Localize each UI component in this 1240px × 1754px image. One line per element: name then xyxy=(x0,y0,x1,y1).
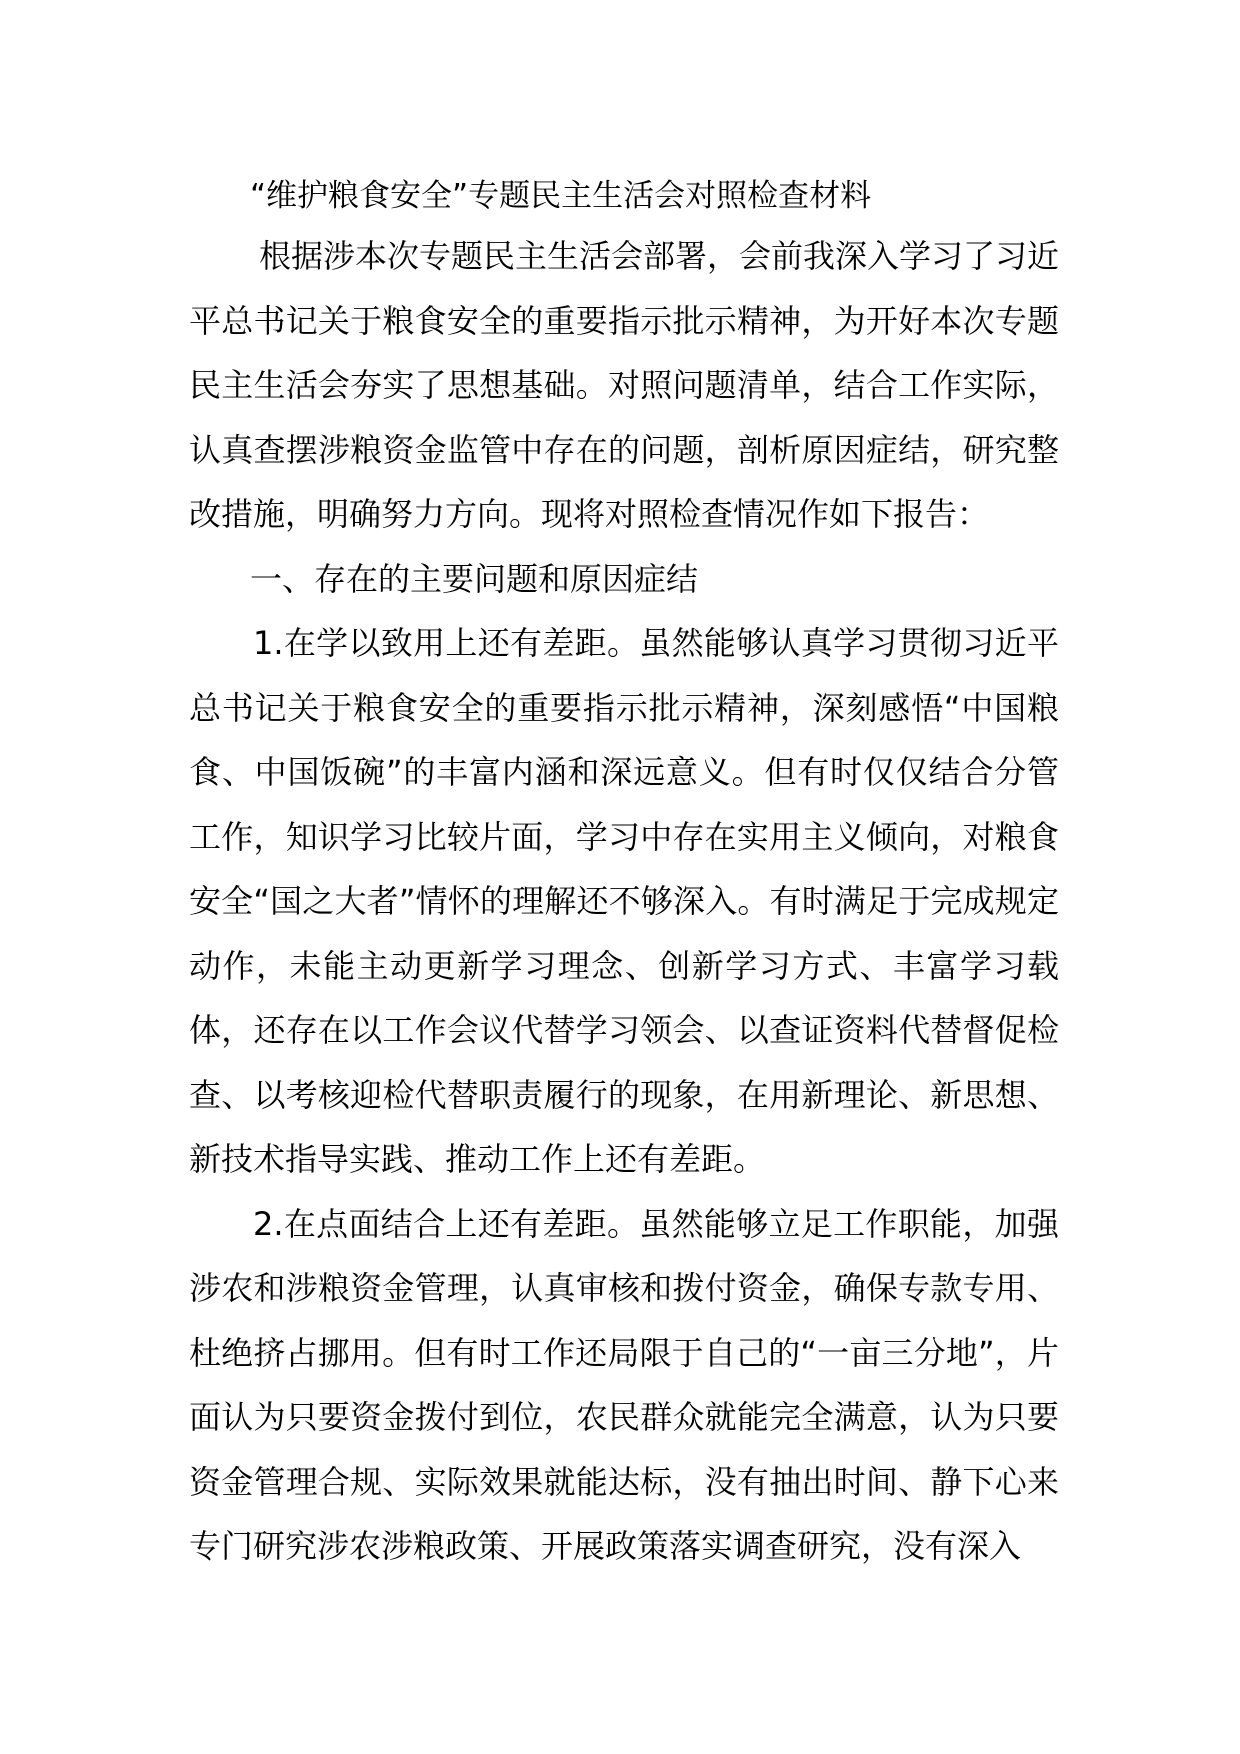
section-heading: 一、存在的主要问题和原因症结 xyxy=(250,559,699,598)
issue-paragraph-2: 2.在点面结合上还有差距。虽然能够立足工作职能，加强涉农和涉粮资金管理，认真审核和拨付资金，确保专款专用、杜绝挤占挪用。但有时工作还局限于自己的“一亩三分地”，片面认为只要资金拨付到位，农民群众就能完全满意，认为只要资金管理合规、实际效果就能达标，没有抽出时间、静下心来专门研究涉农涉粮政策、开展政策落实调查研究，没有深入 xyxy=(189,1204,1059,1565)
document-title: “维护粮食安全”专题民主生活会对照检查材料 xyxy=(250,178,872,214)
issue-paragraph-1: 1.在学以致用上还有差距。虽然能够认真学习贯彻习近平总书记关于粮食安全的重要指示批示精神，深刻感悟“中国粮食、中国饭碗”的丰富内涵和深远意义。但有时仅仅结合分管工作，知识学习比较片面，学习中存在实用主义倾向，对粮食安全“国之大者”情怀的理解还不够深入。有时满足于完成规定动作，未能主动更新学习理念、创新学习方式、丰富学习载体，还存在以工作会议代替学习领会、以查证资料代替督促检查、以考核迎检代替职责履行的现象，在用新理论、新思想、新技术指导实践、推动工作上还有差距。 xyxy=(189,624,1059,1178)
document-body xyxy=(189,168,1059,1579)
intro-paragraph: 根据涉本次专题民主生活会部署，会前我深入学习了习近平总书记关于粮食安全的重要指示批示精神，为开好本次专题民主生活会夯实了思想基础。对照问题清单，结合工作实际，认真查摆涉粮资金监管中存在的问题，剖析原因症结，研究整改措施，明确努力方向。现将对照检查情况作如下报告： xyxy=(189,237,1060,533)
